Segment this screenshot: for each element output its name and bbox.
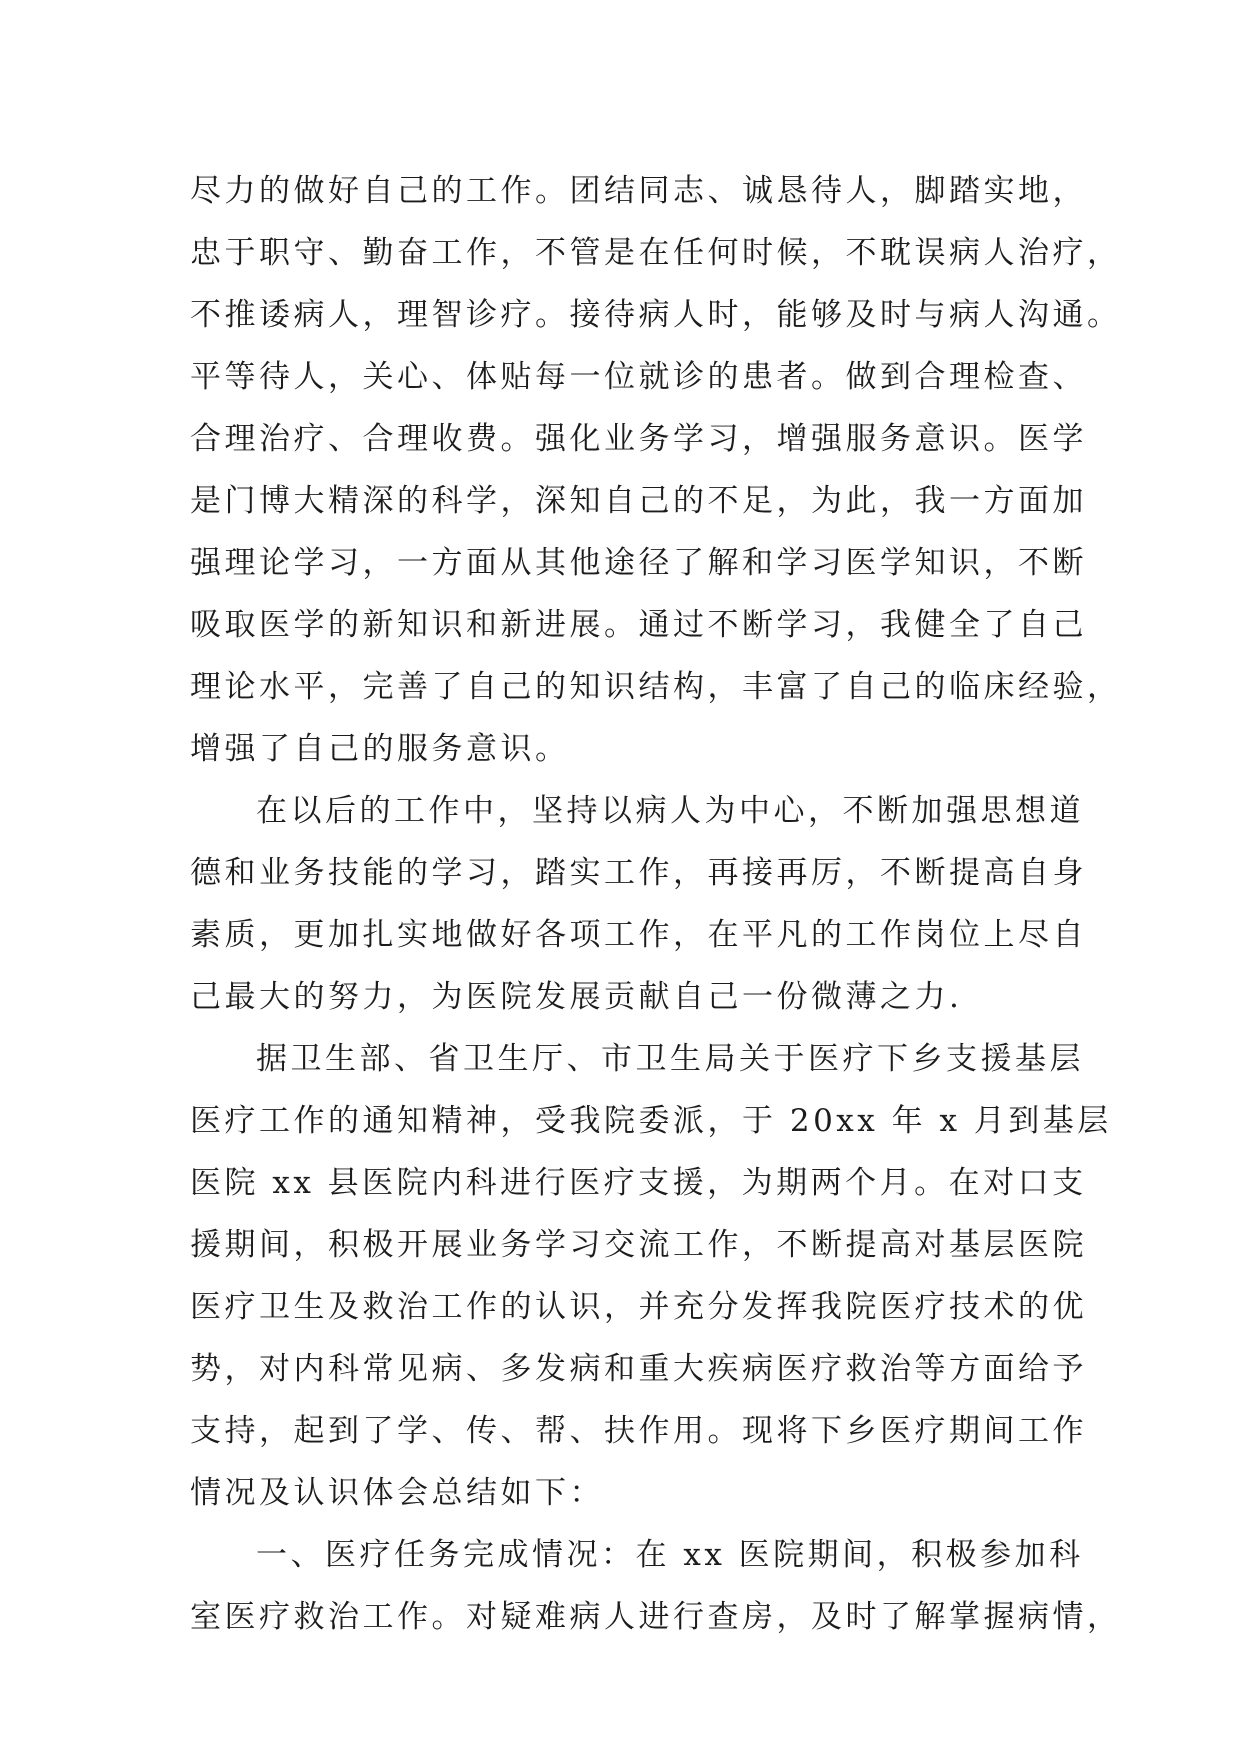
text-line: 素质，更加扎实地做好各项工作，在平凡的工作岗位上尽自 — [190, 917, 1087, 953]
text-line: 支持，起到了学、传、帮、扶作用。现将下乡医疗期间工作 — [190, 1413, 1087, 1449]
text-line: 医疗工作的通知精神，受我院委派，于 20xx 年 x 月到基层 — [190, 1103, 1112, 1139]
text-line: 医疗卫生及救治工作的认识，并充分发挥我院医疗技术的优 — [190, 1289, 1087, 1325]
text-line: 在以后的工作中，坚持以病人为中心，不断加强思想道 — [256, 793, 1084, 829]
text-line: 援期间，积极开展业务学习交流工作，不断提高对基层医院 — [190, 1227, 1087, 1263]
text-line: 室医疗救治工作。对疑难病人进行查房，及时了解掌握病情， — [190, 1599, 1122, 1635]
text-line: 据卫生部、省卫生厅、市卫生局关于医疗下乡支援基层 — [256, 1041, 1084, 1077]
text-line: 尽力的做好自己的工作。团结同志、诚恳待人，脚踏实地， — [190, 173, 1087, 209]
text-line: 忠于职守、勤奋工作，不管是在任何时候，不耽误病人治疗， — [190, 235, 1122, 271]
text-line: 不推诿病人，理智诊疗。接待病人时，能够及时与病人沟通。 — [190, 297, 1122, 333]
body-text — [190, 160, 1122, 1648]
text-line: 情况及认识体会总结如下： — [190, 1475, 604, 1511]
text-line: 强理论学习，一方面从其他途径了解和学习医学知识，不断 — [190, 545, 1087, 581]
text-line: 平等待人，关心、体贴每一位就诊的患者。做到合理检查、 — [190, 359, 1087, 395]
text-line: 合理治疗、合理收费。强化业务学习，增强服务意识。医学 — [190, 421, 1087, 457]
text-line: 是门博大精深的科学，深知自己的不足，为此，我一方面加 — [190, 483, 1087, 519]
text-line: 增强了自己的服务意识。 — [190, 731, 570, 767]
text-line: 德和业务技能的学习，踏实工作，再接再厉，不断提高自身 — [190, 855, 1087, 891]
text-line: 己最大的努力，为医院发展贡献自己一份微薄之力. — [190, 979, 963, 1015]
text-line: 一、医疗任务完成情况：在 xx 医院期间，积极参加科 — [256, 1537, 1084, 1573]
text-line: 吸取医学的新知识和新进展。通过不断学习，我健全了自己 — [190, 607, 1087, 643]
text-line: 医院 xx 县医院内科进行医疗支援，为期两个月。在对口支 — [190, 1165, 1087, 1201]
text-line: 理论水平，完善了自己的知识结构，丰富了自己的临床经验， — [190, 669, 1122, 705]
text-line: 势，对内科常见病、多发病和重大疾病医疗救治等方面给予 — [190, 1351, 1087, 1387]
